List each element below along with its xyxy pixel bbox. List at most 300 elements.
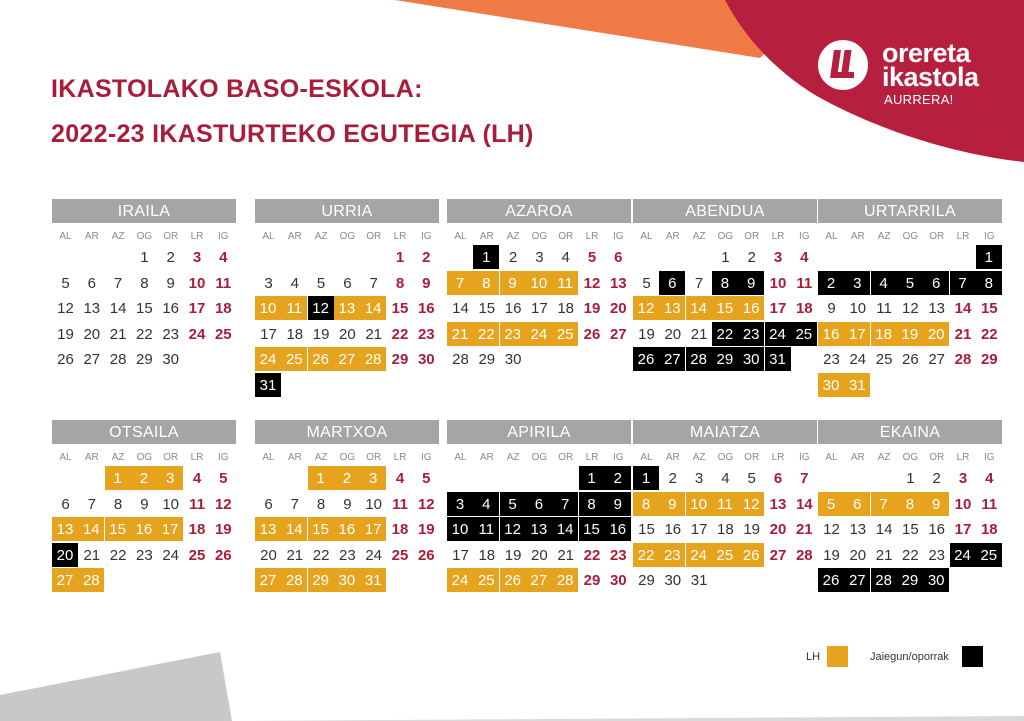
day-cell: 14 (795, 495, 813, 513)
logo-text-line3: AURRERA! (884, 92, 954, 107)
day-cell: 23 (500, 322, 527, 347)
day-cell: 12 (214, 495, 232, 513)
day-cell: 29 (980, 351, 998, 368)
day-cell: 15 (712, 296, 739, 321)
day-cell: 8 (140, 274, 149, 292)
day-cell: 13 (769, 495, 787, 513)
weekday-label: AR (84, 231, 99, 242)
day-cell: 20 (339, 325, 356, 343)
day-cell: 8 (976, 271, 1003, 296)
day-cell: 25 (281, 347, 308, 372)
weekday-label: AL (262, 231, 275, 242)
day-cell: 25 (791, 322, 818, 347)
legend-lh-label: LH (806, 651, 821, 663)
day-cell: 26 (57, 351, 74, 368)
day-cell: 30 (334, 568, 361, 593)
logo-text-line1: orereta (882, 38, 971, 68)
day-cell: 10 (954, 495, 972, 513)
day-cell: 12 (417, 495, 435, 513)
day-cell: 18 (478, 546, 496, 564)
day-cell: 2 (932, 470, 941, 487)
day-cell: 19 (214, 521, 232, 538)
day-cell: 27 (844, 568, 871, 593)
day-cell: 31 (360, 568, 387, 593)
day-cell: 20 (664, 325, 682, 343)
weekday-label: OG (531, 231, 548, 242)
day-cell: 15 (478, 300, 496, 317)
day-cell: 18 (214, 300, 232, 317)
day-cell: 28 (552, 568, 579, 593)
day-cell: 26 (633, 347, 660, 372)
month-name: AZAROA (447, 199, 631, 223)
day-cell: 20 (769, 521, 787, 538)
day-cell: 6 (923, 271, 950, 296)
weekday-label: OR (558, 452, 574, 463)
day-cell: 25 (712, 543, 739, 568)
day-cell: 13 (334, 296, 361, 321)
day-cell: 18 (391, 521, 409, 538)
weekday-label: AL (454, 231, 467, 242)
day-cell: 6 (343, 274, 352, 292)
weekday-label: OG (339, 231, 356, 242)
day-cell: 6 (264, 495, 273, 513)
weekday-label: AR (850, 231, 865, 242)
legend-holiday-swatch (962, 646, 983, 667)
day-cell: 26 (738, 543, 765, 568)
day-cell: 30 (417, 351, 435, 368)
day-cell: 12 (902, 300, 919, 317)
month-name: OTSAILA (52, 420, 236, 444)
day-cell: 8 (473, 271, 500, 296)
day-cell: 23 (823, 351, 840, 368)
day-cell: 4 (192, 470, 202, 487)
day-cell: 1 (976, 245, 1003, 270)
day-cell: 19 (312, 325, 330, 343)
day-cell: 16 (664, 521, 682, 538)
day-cell: 5 (587, 249, 597, 266)
day-cell: 6 (844, 492, 871, 517)
day-cell: 18 (795, 300, 813, 317)
day-cell: 31 (844, 373, 871, 398)
day-cell: 20 (52, 543, 79, 568)
weekday-label: AR (479, 231, 494, 242)
day-cell: 21 (954, 325, 972, 343)
day-cell: 20 (923, 322, 950, 347)
day-cell: 24 (849, 351, 867, 368)
weekday-label: OR (558, 231, 574, 242)
day-cell: 28 (109, 351, 127, 368)
day-cell: 10 (769, 274, 787, 292)
day-cell: 7 (871, 492, 898, 517)
weekday-label: AL (454, 452, 467, 463)
day-cell: 4 (721, 470, 730, 487)
day-cell: 1 (140, 249, 149, 266)
day-cell: 2 (605, 466, 632, 491)
day-cell: 7 (87, 495, 96, 513)
day-cell: 27 (659, 347, 686, 372)
day-cell: 3 (773, 249, 783, 266)
day-cell: 23 (162, 325, 180, 343)
weekday-label: AZ (314, 231, 328, 242)
day-cell: 16 (417, 300, 435, 317)
day-cell: 26 (902, 351, 919, 368)
day-cell: 22 (712, 322, 739, 347)
day-cell: 23 (339, 546, 356, 564)
day-cell: 24 (188, 325, 206, 343)
weekday-label: LR (585, 231, 599, 242)
day-cell: 14 (686, 296, 713, 321)
day-cell: 2 (334, 466, 361, 491)
day-cell: 11 (712, 492, 739, 517)
day-cell: 14 (954, 300, 972, 317)
day-cell: 29 (638, 572, 655, 589)
weekday-label: OG (902, 231, 919, 242)
day-cell: 7 (113, 274, 123, 292)
day-cell: 10 (686, 492, 713, 517)
day-cell: 4 (561, 249, 570, 266)
day-cell: 30 (818, 373, 845, 398)
day-cell: 19 (417, 521, 435, 538)
weekday-label: OG (717, 452, 734, 463)
day-cell: 4 (395, 470, 405, 487)
day-cell: 21 (286, 546, 304, 564)
day-cell: 23 (738, 322, 765, 347)
day-cell: 30 (664, 572, 682, 589)
day-cell: 18 (286, 325, 304, 343)
day-cell: 10 (849, 300, 867, 317)
day-cell: 14 (360, 296, 387, 321)
day-cell: 14 (109, 300, 127, 317)
weekday-label: OR (163, 231, 179, 242)
day-cell: 7 (800, 470, 809, 487)
day-cell: 30 (504, 351, 522, 368)
weekday-label: IG (218, 452, 229, 463)
weekday-label: AL (640, 452, 653, 463)
day-cell: 25 (391, 546, 409, 564)
day-cell: 3 (958, 470, 968, 487)
day-cell: 18 (980, 521, 998, 538)
weekday-label: AL (825, 452, 838, 463)
day-cell: 1 (308, 466, 335, 491)
day-cell: 3 (157, 466, 184, 491)
weekday-label: OR (366, 231, 382, 242)
day-cell: 22 (312, 546, 330, 564)
day-cell: 1 (579, 466, 606, 491)
day-cell: 5 (219, 470, 228, 487)
day-cell: 23 (659, 543, 686, 568)
day-cell: 21 (557, 546, 575, 564)
day-cell: 11 (981, 495, 998, 513)
day-cell: 10 (255, 296, 282, 321)
day-cell: 23 (609, 546, 627, 564)
day-cell: 26 (583, 325, 601, 343)
month-name: MAIATZA (633, 420, 817, 444)
day-cell: 11 (552, 271, 579, 296)
page-title-line1: IKASTOLAKO BASO-ESKOLA: (51, 75, 423, 103)
day-cell: 19 (583, 300, 601, 317)
weekday-label: LR (393, 452, 407, 463)
day-cell: 9 (422, 274, 431, 292)
weekday-label: OG (902, 452, 919, 463)
weekday-label: AL (640, 231, 653, 242)
day-cell: 13 (52, 517, 79, 542)
day-cell: 24 (950, 543, 977, 568)
weekday-label: LR (771, 231, 785, 242)
day-cell: 4 (290, 274, 299, 292)
day-cell: 21 (83, 546, 101, 564)
day-cell: 24 (447, 568, 474, 593)
day-cell: 25 (473, 568, 500, 593)
day-cell: 9 (343, 495, 352, 513)
weekday-label: LR (585, 452, 599, 463)
day-cell: 18 (717, 521, 734, 538)
day-cell: 30 (738, 347, 765, 372)
weekday-label: LR (190, 231, 204, 242)
weekday-label: AZ (111, 231, 125, 242)
day-cell: 4 (985, 470, 994, 487)
day-cell: 20 (83, 325, 101, 343)
day-cell: 21 (690, 325, 708, 343)
day-cell: 2 (131, 466, 158, 491)
day-cell: 26 (417, 546, 435, 564)
day-cell: 25 (976, 543, 1003, 568)
gray-corner-shape (0, 652, 232, 721)
day-cell: 28 (360, 347, 387, 372)
day-cell: 13 (255, 517, 282, 542)
month-name: URRIA (255, 199, 439, 223)
day-cell: 14 (552, 517, 579, 542)
day-cell: 3 (264, 274, 273, 292)
day-cell: 25 (552, 322, 579, 347)
day-cell: 6 (659, 271, 686, 296)
day-cell: 11 (189, 495, 205, 513)
day-cell: 20 (260, 546, 277, 564)
day-cell: 27 (83, 351, 101, 368)
day-cell: 8 (633, 492, 660, 517)
day-cell: 24 (686, 543, 713, 568)
weekday-label: AZ (692, 452, 706, 463)
weekday-label: LR (956, 231, 970, 242)
day-cell: 14 (78, 517, 105, 542)
day-cell: 17 (690, 521, 708, 538)
weekday-label: IG (613, 231, 624, 242)
day-cell: 15 (391, 300, 409, 317)
day-cell: 9 (500, 271, 527, 296)
day-cell: 25 (875, 351, 893, 368)
day-cell: 7 (447, 271, 474, 296)
day-cell: 21 (875, 546, 893, 564)
weekday-label: AZ (692, 231, 706, 242)
day-cell: 21 (795, 521, 813, 538)
day-cell: 21 (447, 322, 474, 347)
day-cell: 1 (633, 466, 660, 491)
legend-lh-swatch (827, 646, 848, 667)
day-cell: 5 (747, 470, 756, 487)
weekday-label: OR (929, 452, 945, 463)
weekday-label: AR (479, 452, 494, 463)
day-cell: 9 (605, 492, 632, 517)
day-cell: 25 (214, 325, 232, 343)
day-cell: 28 (954, 351, 972, 368)
day-cell: 9 (923, 492, 950, 517)
day-cell: 11 (796, 274, 813, 292)
weekday-label: OG (717, 231, 734, 242)
day-cell: 8 (395, 274, 405, 292)
day-cell: 22 (633, 543, 660, 568)
day-cell: 27 (928, 351, 946, 368)
day-cell: 13 (526, 517, 553, 542)
day-cell: 4 (871, 271, 898, 296)
day-cell: 11 (281, 296, 308, 321)
day-cell: 9 (659, 492, 686, 517)
weekday-label: OG (531, 452, 548, 463)
day-cell: 28 (78, 568, 105, 593)
day-cell: 29 (391, 351, 409, 368)
day-cell: 27 (334, 347, 361, 372)
day-cell: 1 (395, 249, 405, 266)
day-cell: 17 (452, 546, 469, 564)
day-cell: 17 (260, 325, 277, 343)
day-cell: 1 (473, 245, 500, 270)
weekday-label: AZ (877, 452, 891, 463)
day-cell: 27 (609, 325, 627, 343)
day-cell: 24 (255, 347, 282, 372)
day-cell: 15 (308, 517, 335, 542)
month-name: URTARRILA (818, 199, 1002, 223)
day-cell: 24 (162, 546, 180, 564)
day-cell: 5 (500, 492, 527, 517)
weekday-label: AL (262, 452, 275, 463)
day-cell: 7 (369, 274, 378, 292)
day-cell: 7 (290, 495, 299, 513)
month-name: EKAINA (818, 420, 1002, 444)
weekday-label: IG (421, 452, 432, 463)
day-cell: 24 (526, 322, 553, 347)
day-cell: 3 (694, 470, 704, 487)
day-cell: 12 (308, 296, 335, 321)
day-cell: 11 (215, 274, 232, 292)
day-cell: 19 (823, 546, 840, 564)
day-cell: 20 (609, 300, 627, 317)
day-cell: 28 (452, 351, 469, 368)
weekday-label: OR (929, 231, 945, 242)
day-cell: 15 (638, 521, 655, 538)
day-cell: 28 (281, 568, 308, 593)
weekday-label: OG (339, 452, 356, 463)
day-cell: 30 (162, 351, 180, 368)
day-cell: 22 (391, 325, 409, 343)
day-cell: 3 (447, 492, 474, 517)
day-cell: 19 (743, 521, 761, 538)
day-cell: 16 (162, 300, 180, 317)
day-cell: 26 (308, 347, 335, 372)
weekday-label: AZ (506, 452, 520, 463)
day-cell: 2 (818, 271, 845, 296)
page-title-line2: 2022-23 IKASTURTEKO EGUTEGIA (LH) (51, 120, 534, 148)
day-cell: 15 (980, 300, 998, 317)
weekday-label: OR (744, 452, 760, 463)
day-cell: 5 (642, 274, 651, 292)
day-cell: 31 (255, 373, 282, 398)
day-cell: 2 (508, 249, 518, 266)
day-cell: 16 (928, 521, 946, 538)
day-cell: 28 (871, 568, 898, 593)
day-cell: 22 (473, 322, 500, 347)
day-cell: 17 (188, 300, 206, 317)
day-cell: 7 (694, 274, 704, 292)
day-cell: 17 (769, 300, 787, 317)
day-cell: 11 (392, 495, 408, 513)
day-cell: 16 (605, 517, 632, 542)
day-cell: 5 (316, 274, 326, 292)
day-cell: 18 (188, 521, 206, 538)
day-cell: 12 (583, 274, 601, 292)
logo (818, 38, 998, 108)
day-cell: 29 (897, 568, 924, 593)
weekday-label: OG (136, 452, 153, 463)
day-cell: 11 (876, 300, 892, 317)
day-cell: 5 (818, 492, 845, 517)
day-cell: 15 (902, 521, 919, 538)
weekday-label: OR (163, 452, 179, 463)
day-cell: 12 (633, 296, 660, 321)
day-cell: 3 (535, 249, 544, 266)
day-cell: 2 (747, 249, 756, 266)
weekday-label: OR (744, 231, 760, 242)
day-cell: 14 (452, 300, 469, 317)
day-cell: 17 (531, 300, 548, 317)
day-cell: 19 (504, 546, 522, 564)
day-cell: 22 (109, 546, 127, 564)
day-cell: 31 (765, 347, 792, 372)
day-cell: 24 (765, 322, 792, 347)
weekday-label: IG (613, 452, 624, 463)
day-cell: 6 (61, 495, 70, 513)
day-cell: 24 (365, 546, 383, 564)
day-cell: 16 (334, 517, 361, 542)
day-cell: 1 (105, 466, 132, 491)
day-cell: 13 (849, 521, 867, 538)
day-cell: 2 (422, 249, 431, 266)
day-cell: 21 (109, 325, 127, 343)
day-cell: 29 (583, 572, 601, 589)
day-cell: 22 (980, 325, 998, 343)
day-cell: 19 (638, 325, 655, 343)
day-cell: 27 (52, 568, 79, 593)
day-cell: 5 (422, 470, 431, 487)
day-cell: 9 (827, 300, 836, 317)
day-cell: 17 (157, 517, 184, 542)
day-cell: 18 (871, 322, 898, 347)
day-cell: 31 (690, 572, 708, 589)
day-cell: 6 (87, 274, 96, 292)
day-cell: 13 (609, 274, 627, 292)
weekday-label: AR (665, 452, 680, 463)
day-cell: 9 (140, 495, 149, 513)
day-cell: 13 (83, 300, 101, 317)
weekday-label: AR (665, 231, 680, 242)
weekday-label: IG (984, 231, 995, 242)
weekday-label: OR (366, 452, 382, 463)
weekday-label: AZ (111, 452, 125, 463)
day-cell: 27 (526, 568, 553, 593)
day-cell: 10 (188, 274, 206, 292)
day-cell: 27 (255, 568, 282, 593)
day-cell: 12 (57, 300, 74, 317)
month-name: APIRILA (447, 420, 631, 444)
weekday-label: AL (59, 452, 72, 463)
day-cell: 27 (769, 546, 787, 564)
